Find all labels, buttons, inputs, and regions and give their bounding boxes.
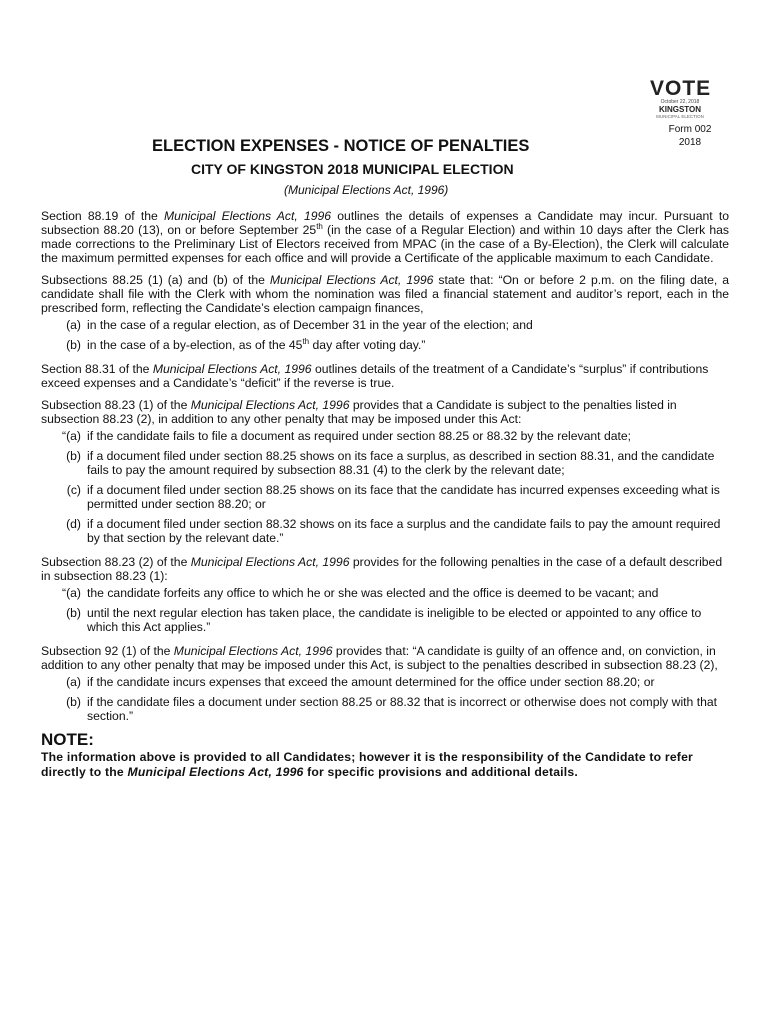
act-reference: (Municipal Elections Act, 1996) (284, 183, 449, 197)
act-name: Municipal Elections Act, 1996 (163, 209, 332, 223)
act-name: Municipal Elections Act, 1996 (127, 765, 304, 779)
list-item (41, 449, 729, 477)
list-label: (b) (66, 338, 81, 352)
list-label: (b) (66, 695, 81, 709)
list-item (41, 517, 729, 545)
form-number (665, 123, 715, 149)
superscript: th (316, 221, 323, 231)
act-name: Municipal Elections Act, 1996 (190, 398, 350, 412)
form-number-label: Form 002 (668, 124, 712, 135)
superscript: th (302, 336, 310, 346)
note-text (41, 750, 729, 780)
logo-sub-text: MUNICIPAL ELECTION (656, 114, 704, 119)
logo-date-text: October 22, 2018 (660, 99, 700, 105)
act-name: Municipal Elections Act, 1996 (269, 273, 434, 287)
list-item (41, 429, 729, 443)
paragraph-section-88-31 (41, 362, 729, 390)
text: day after voting day.” (309, 338, 426, 352)
text: Section 88.31 of the (41, 362, 153, 376)
list-item (41, 318, 729, 332)
list-text: if a document filed under section 88.25 shows on its face a surplus, as described in section 88.31, and the candidate fails to pay the amount required by subsection 88.31 (4) to the clerk by the relevant date; (87, 449, 715, 477)
page-title: ELECTION EXPENSES - NOTICE OF PENALTIES (152, 137, 530, 155)
text: Subsection 88.23 (2) of the (41, 555, 191, 569)
text: (in the case of a Regular Election) and within 10 days after the Clerk has made corrections to the Preliminary List of Electors received from MPAC (in the case of a By-Election), the Clerk will calculate the maximum permitted expenses for each office and will provide a Certificate of the applicable maximum to each Candidate. (41, 223, 729, 265)
list-item (41, 675, 729, 689)
list-item (41, 483, 729, 511)
list-text: the candidate forfeits any office to which he or she was elected and the office is deemed to be vacant; and (87, 586, 659, 600)
text: for specific provisions and additional details. (303, 765, 578, 779)
list-label: (b) (66, 606, 81, 620)
list-label: (b) (66, 449, 81, 463)
text: state that: “On or before 2 p.m. on the filing date, a candidate shall file with the Clerk with whom the nomination was filed a financial statement and auditor’s report, each in the prescribed form, reflecting the Candidate’s election campaign finances, (41, 273, 730, 315)
form-year: 2018 (678, 137, 702, 148)
logo-city-text: KINGSTON (658, 105, 702, 114)
list-label: (a) (66, 675, 81, 689)
text: Subsection 88.23 (1) of the (41, 398, 191, 412)
list-item (41, 695, 729, 723)
text: Section 88.19 of the (41, 209, 164, 223)
text: Subsections 88.25 (1) (a) and (b) of the (41, 273, 270, 287)
list-text: if the candidate fails to file a document as required under section 88.25 or 88.32 by the relevant date; (87, 429, 632, 443)
list-label: (d) (66, 517, 81, 531)
paragraph-subsections-88-25 (41, 273, 729, 315)
list-text: if the candidate incurs expenses that exceed the amount determined for the office under section 88.20; or (87, 675, 655, 689)
paragraph-subsection-92-1 (41, 644, 729, 672)
text: outlines the details of expenses a Candidate may incur. Pursuant to subsection 88.20 (13), on or before September 25 (41, 209, 729, 237)
note-heading: NOTE: (41, 730, 94, 749)
text: provides for the following penalties in the case of a default described in subsection 88.23 (1): (41, 555, 723, 583)
paragraph-section-88-19 (41, 209, 729, 265)
list-label: (a) (66, 318, 81, 332)
list-text: if a document filed under section 88.32 shows on its face a surplus and the candidate fails to pay the amount required by that section by the relevant date.” (87, 517, 721, 545)
list-item (41, 338, 729, 352)
text: in the case of a by-election, as of the 45 (87, 338, 303, 352)
page-subtitle: CITY OF KINGSTON 2018 MUNICIPAL ELECTION (191, 161, 514, 177)
logo-vote-text: VOTE (650, 77, 712, 100)
text: provides that a Candidate is subject to the penalties listed in subsection 88.23 (2), in addition to any other penalty that may be imposed under this Act: (41, 398, 677, 426)
paragraph-subsection-88-23-2 (41, 555, 729, 583)
list-text: if the candidate files a document under section 88.25 or 88.32 that is incorrect or otherwise does not comply with that section.” (87, 695, 718, 723)
text: provides that: “A candidate is guilty of an offence and, on conviction, in addition to any other penalty that may be imposed under this Act, is subject to the penalties described in subsection 88.23 (2), (41, 644, 718, 672)
act-name: Municipal Elections Act, 1996 (190, 555, 350, 569)
document-body (41, 209, 729, 780)
text: Subsection 92 (1) of the (41, 644, 174, 658)
list-item (41, 606, 729, 634)
list-text: if a document filed under section 88.25 shows on its face that the candidate has incurred expenses exceeding what is permitted under section 88.20; or (87, 483, 720, 511)
list-label: (c) (66, 483, 81, 497)
act-name: Municipal Elections Act, 1996 (173, 644, 333, 658)
text: outlines details of the treatment of a Candidate’s “surplus” if contributions exceed expenses and a Candidate’s “deficit” if the reverse is true. (41, 362, 709, 390)
list-item (41, 586, 729, 600)
paragraph-subsection-88-23-1 (41, 398, 729, 426)
list-text: until the next regular election has taken place, the candidate is ineligible to be elected or appointed to any office to which this Act applies.” (87, 606, 702, 634)
list-text (87, 338, 729, 352)
list-label: “(a) (62, 429, 81, 443)
list-text: in the case of a regular election, as of December 31 in the year of the election; and (87, 318, 533, 332)
list-label: “(a) (62, 586, 81, 600)
vote-kingston-logo (650, 78, 710, 119)
act-name: Municipal Elections Act, 1996 (152, 362, 312, 376)
text: The information above is provided to all Candidates; however it is the responsibility of the Candidate to refer directly to the (41, 750, 693, 779)
